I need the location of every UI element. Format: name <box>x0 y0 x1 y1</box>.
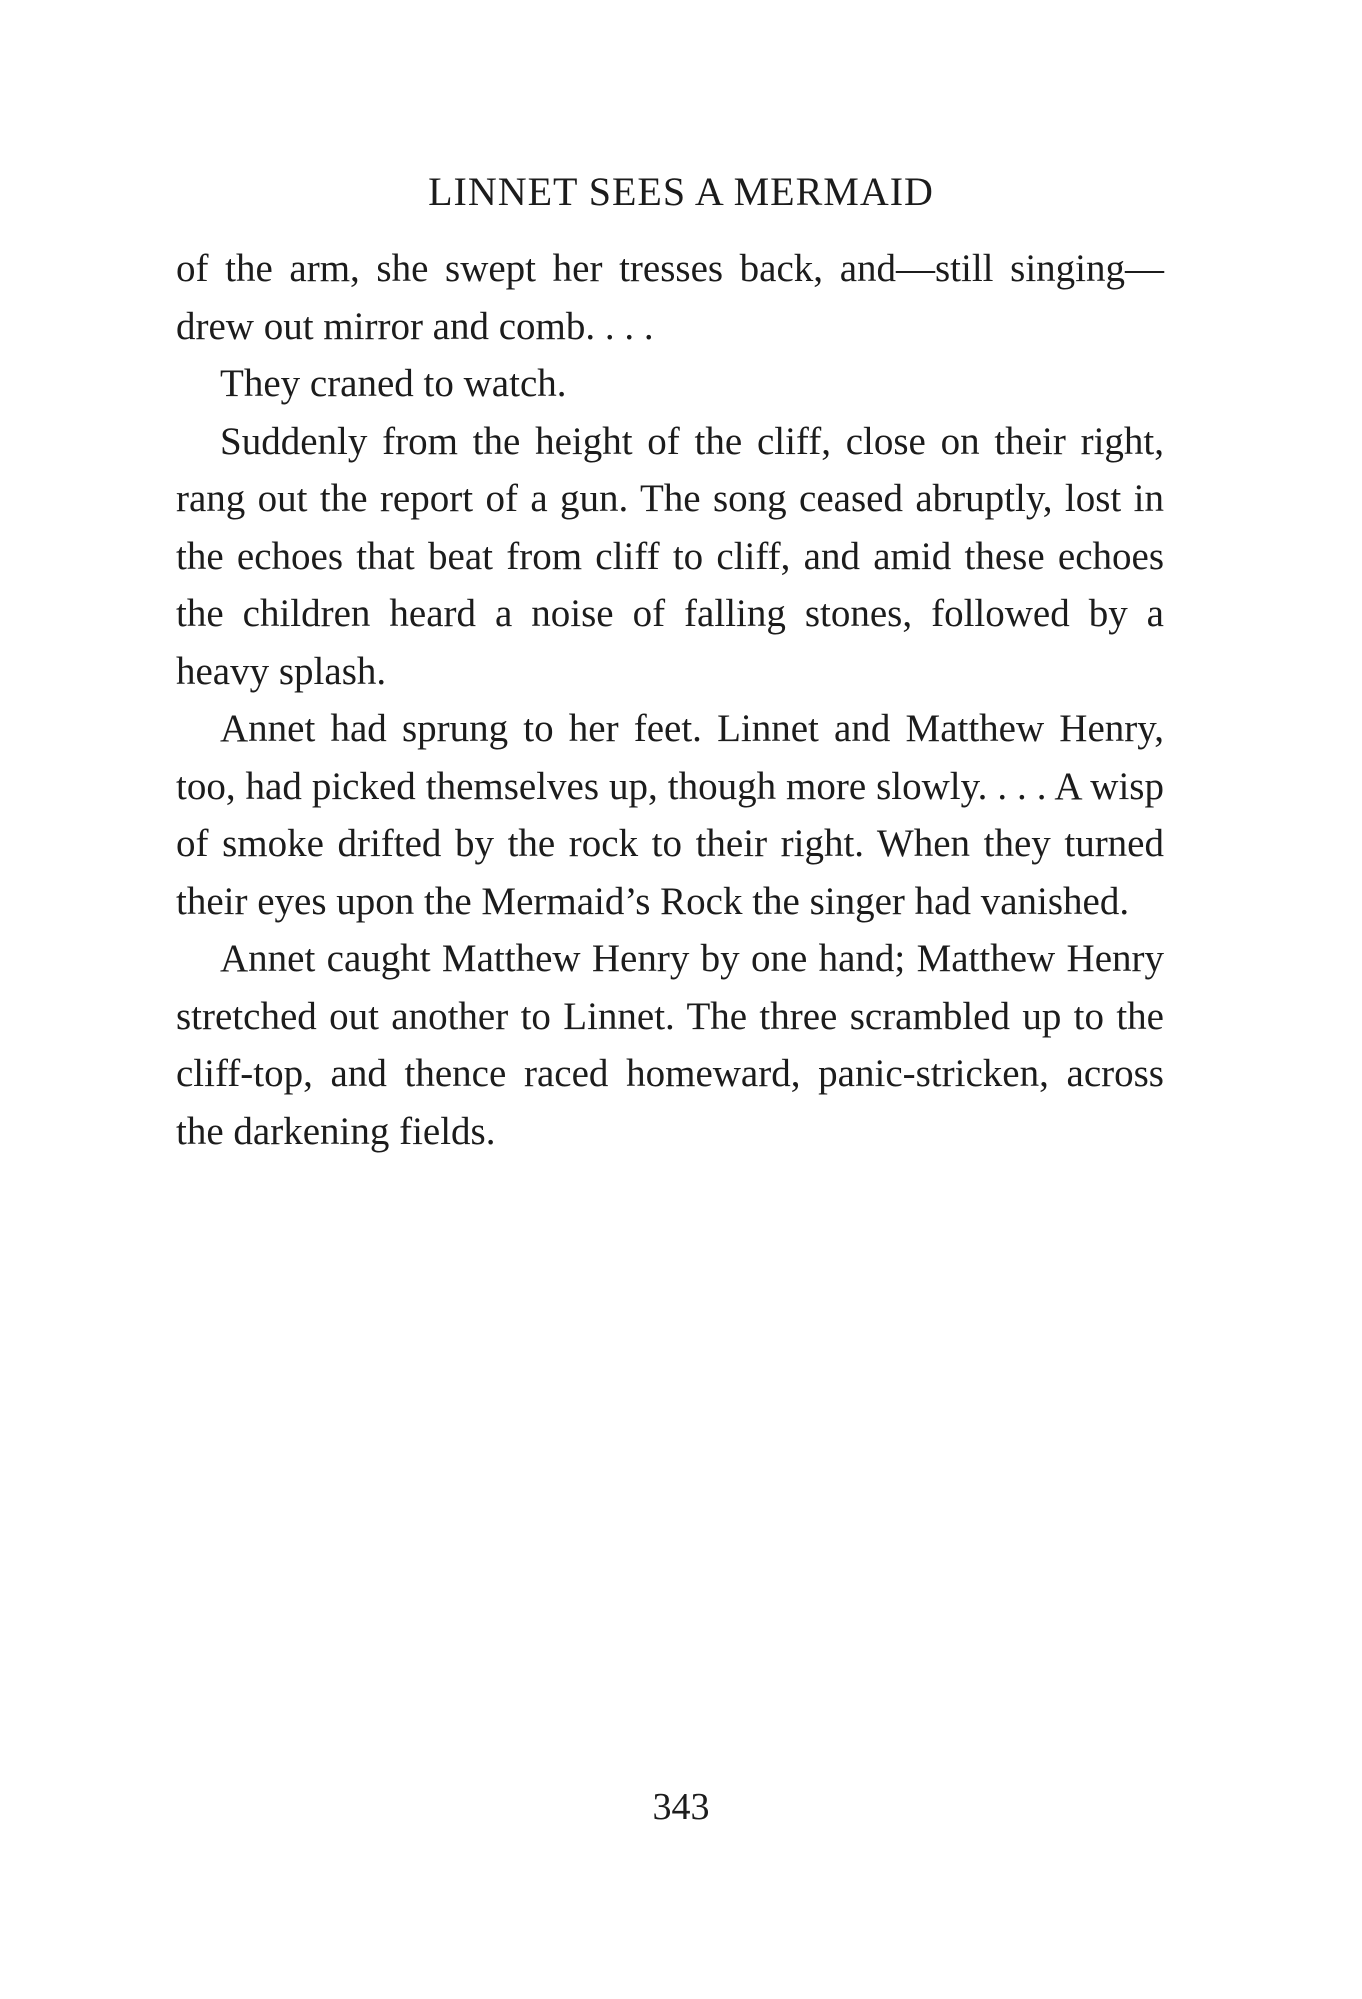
paragraph: Annet had sprung to her feet. Linnet and Matthew Henry, too, had picked themselves up, though more slowly. . . . A wisp of smoke drifted by the rock to their right. When they turned their eyes upon the Mermaid’s Rock the singer had vanished. <box>176 707 1164 923</box>
paragraph: Annet caught Matthew Henry by one hand; Matthew Henry stretched out another to Linnet. The three scrambled up to the cliff-top, and thence raced homeward, panic-stricken, across the darkening fields. <box>176 937 1164 1153</box>
paragraph: Suddenly from the height of the cliff, close on their right, rang out the report of a gun. The song ceased abruptly, lost in the echoes that beat from cliff to cliff, and amid these echoes the children heard a noise of falling stones, followed by a heavy splash. <box>176 419 1164 693</box>
page-number: 343 <box>652 1786 710 1828</box>
running-head: LINNET SEES A MERMAID <box>428 169 934 214</box>
paragraph-continued: of the arm, she swept her tresses back, and—still singing—drew out mirror and comb. . . . <box>176 247 1164 348</box>
body-text <box>176 240 1164 1160</box>
paragraph: They craned to watch. <box>220 362 567 405</box>
